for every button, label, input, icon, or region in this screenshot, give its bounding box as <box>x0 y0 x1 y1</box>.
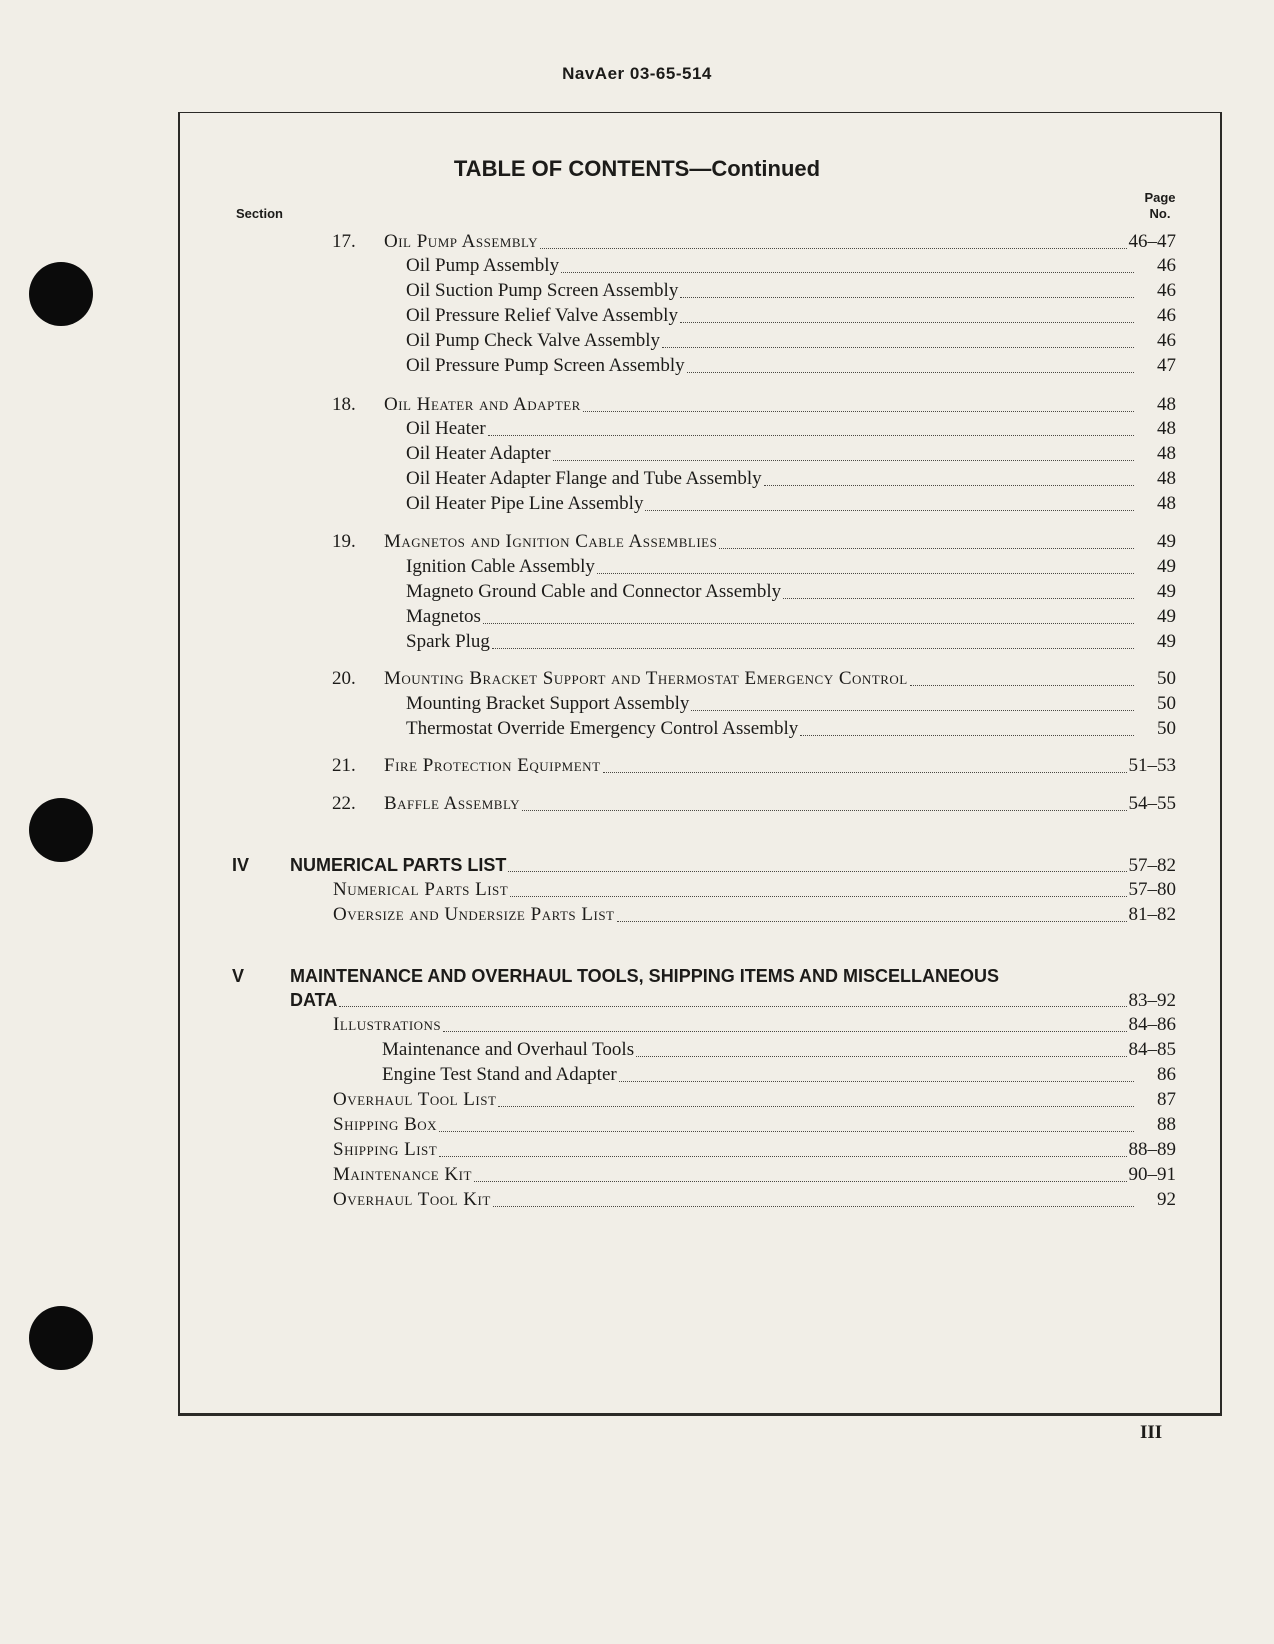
toc-entry[interactable]: Oil Suction Pump Screen Assembly 46 <box>406 280 1176 301</box>
toc-entry[interactable]: Overhaul Tool Kit 92 <box>333 1189 1176 1210</box>
toc-entry-section-19[interactable]: 19. Magnetos and Ignition Cable Assemblies 49 <box>332 531 1176 552</box>
document-number: NavAer 03-65-514 <box>562 64 712 83</box>
toc-entry-section-17[interactable]: 17. Oil Pump Assembly 46–47 <box>332 231 1176 252</box>
toc-entry-section-v-title[interactable]: MAINTENANCE AND OVERHAUL TOOLS, SHIPPING ITEMS AND MISCELLANEOUS <box>290 966 1000 986</box>
toc-entry[interactable]: Magneto Ground Cable and Connector Assembly 49 <box>406 581 1176 602</box>
toc-entry[interactable]: Spark Plug 49 <box>406 631 1176 652</box>
toc-entry[interactable]: Mounting Bracket Support Assembly 50 <box>406 693 1176 714</box>
toc-entry[interactable]: Overhaul Tool List 87 <box>333 1089 1176 1110</box>
toc-entry[interactable]: Oil Heater Adapter Flange and Tube Assembly 48 <box>406 468 1176 489</box>
toc-entry[interactable]: Oil Heater Pipe Line Assembly 48 <box>406 493 1176 514</box>
toc-entry-section-v[interactable]: DATA 83–92 <box>290 990 1176 1011</box>
toc-entry[interactable]: Oil Pump Assembly 46 <box>406 255 1176 276</box>
toc-section-number-v: V <box>232 966 245 986</box>
toc-entry[interactable]: Numerical Parts List 57–80 <box>333 879 1176 900</box>
toc-entry[interactable]: Illustrations 84–86 <box>333 1014 1176 1035</box>
page-number: III <box>1140 1422 1163 1443</box>
toc-entry-section-22[interactable]: 22. Baffle Assembly 54–55 <box>332 793 1176 814</box>
binder-hole-middle <box>29 798 93 862</box>
toc-entry[interactable]: Maintenance Kit 90–91 <box>333 1164 1176 1185</box>
toc-entry-section-iv[interactable]: IV NUMERICAL PARTS LIST 57–82 <box>232 855 1176 876</box>
toc-entry-section-20[interactable]: 20. Mounting Bracket Support and Thermostat Emergency Control 50 <box>332 668 1176 689</box>
section-column-header: Section <box>236 206 283 221</box>
toc-entry-section-18[interactable]: 18. Oil Heater and Adapter 48 <box>332 394 1176 415</box>
toc-entry[interactable]: Oil Heater Adapter 48 <box>406 443 1176 464</box>
toc-title: TABLE OF CONTENTS—Continued <box>453 156 821 181</box>
toc-entry[interactable]: Magnetos 49 <box>406 606 1176 627</box>
page-column-header: Page No. <box>1144 190 1176 221</box>
toc-entry[interactable]: Ignition Cable Assembly 49 <box>406 556 1176 577</box>
toc-entry[interactable]: Maintenance and Overhaul Tools 84–85 <box>382 1039 1176 1060</box>
toc-entry[interactable]: Oversize and Undersize Parts List 81–82 <box>333 904 1176 925</box>
binder-hole-bottom <box>29 1306 93 1370</box>
toc-entry[interactable]: Oil Heater 48 <box>406 418 1176 439</box>
toc-entry-section-21[interactable]: 21. Fire Protection Equipment 51–53 <box>332 755 1176 776</box>
binder-hole-top <box>29 262 93 326</box>
toc-entry[interactable]: Shipping List 88–89 <box>333 1139 1176 1160</box>
toc-entry[interactable]: Engine Test Stand and Adapter 86 <box>382 1064 1176 1085</box>
toc-entry[interactable]: Oil Pressure Pump Screen Assembly 47 <box>406 355 1176 376</box>
toc-entry[interactable]: Oil Pressure Relief Valve Assembly 46 <box>406 305 1176 326</box>
toc-entry[interactable]: Shipping Box 88 <box>333 1114 1176 1135</box>
toc-entry[interactable]: Thermostat Override Emergency Control Assembly 50 <box>406 718 1176 739</box>
toc-entry[interactable]: Oil Pump Check Valve Assembly 46 <box>406 330 1176 351</box>
